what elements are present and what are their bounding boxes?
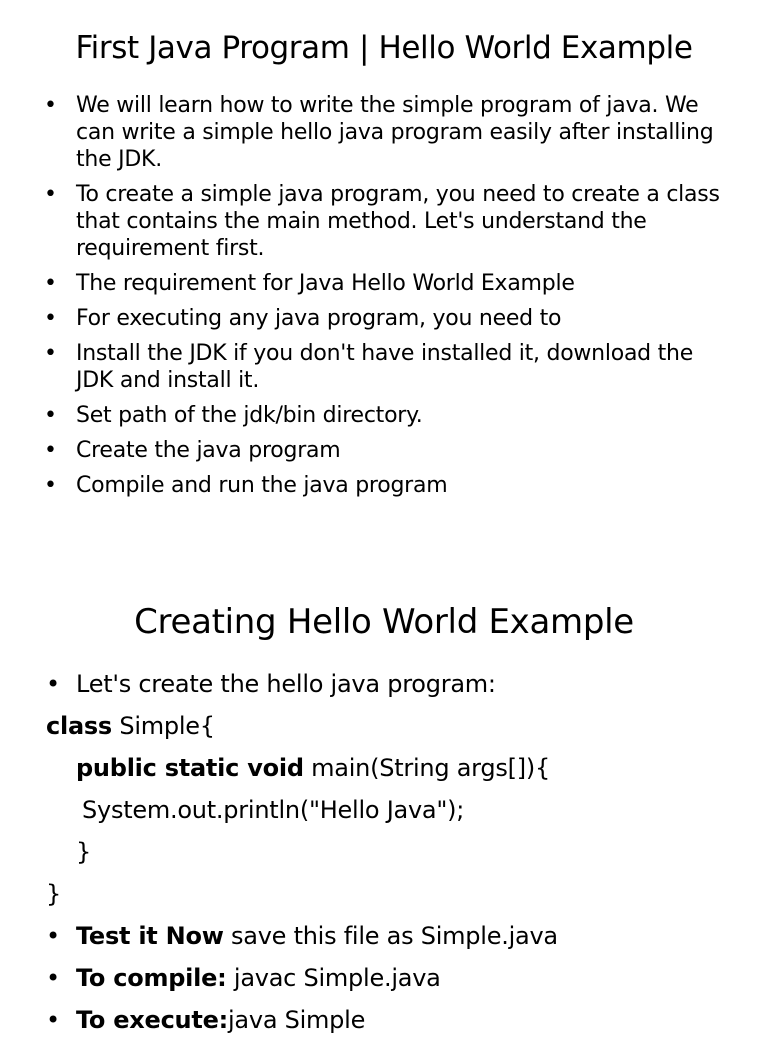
slide-creating-hello-world	[0, 560, 768, 1034]
keyword-public-static-void: public static void	[76, 754, 304, 782]
bullet-icon: •	[44, 306, 57, 331]
bullet-text: For executing any java program, you need to	[76, 306, 562, 331]
code-text: main(String args[]){	[303, 754, 550, 782]
code-line-close-method	[46, 831, 746, 873]
bullet-icon: •	[44, 182, 57, 207]
step-bullet-execute	[46, 999, 746, 1041]
bullet-icon: •	[46, 1006, 60, 1034]
step-bullet-compile	[46, 957, 746, 999]
step-text: save this file as Simple.java	[223, 922, 558, 950]
bullet-text: Create the java program	[76, 438, 341, 463]
code-text: Simple{	[111, 712, 215, 740]
bullet-list	[44, 92, 734, 507]
step-label: To execute:	[76, 1006, 228, 1034]
step-label: Test it Now	[76, 922, 224, 950]
code-text: }	[76, 838, 92, 866]
slide-title: First Java Program | Hello World Example	[75, 30, 693, 66]
bullet-text: Compile and run the java program	[76, 473, 448, 498]
slide-title: Creating Hello World Example	[134, 602, 634, 642]
bullet-item	[44, 402, 734, 429]
bullet-item	[44, 270, 734, 297]
bullet-icon: •	[44, 93, 57, 118]
intro-text: Let's create the hello java program:	[76, 670, 496, 698]
step-text: javac Simple.java	[226, 964, 441, 992]
bullet-item	[44, 437, 734, 464]
bullet-text: To create a simple java program, you need to create a class that contains the main method. Let's understand the requirement first.	[76, 182, 720, 261]
code-text: }	[46, 880, 62, 908]
code-line-close-class	[46, 873, 746, 915]
bullet-text: The requirement for Java Hello World Example	[76, 271, 575, 296]
bullet-icon: •	[44, 438, 57, 463]
code-text: System.out.println("Hello Java");	[82, 796, 465, 824]
code-line-println	[46, 789, 746, 831]
bullet-item	[44, 305, 734, 332]
step-bullet-test	[46, 915, 746, 957]
bullet-item	[44, 181, 734, 262]
code-line-class	[46, 705, 746, 747]
code-line-main	[46, 747, 746, 789]
bullet-item	[44, 340, 734, 394]
bullet-icon: •	[46, 964, 60, 992]
bullet-icon: •	[44, 271, 57, 296]
step-label: To compile:	[76, 964, 227, 992]
bullet-icon: •	[46, 922, 60, 950]
bullet-text: Install the JDK if you don't have installed it, download the JDK and install it.	[76, 341, 693, 393]
bullet-item	[44, 472, 734, 499]
bullet-icon: •	[44, 403, 57, 428]
bullet-icon: •	[44, 473, 57, 498]
bullet-text: Set path of the jdk/bin directory.	[76, 403, 423, 428]
bullet-icon: •	[46, 670, 60, 698]
code-example	[46, 663, 746, 1041]
bullet-text: We will learn how to write the simple program of java. We can write a simple hello java program easily after installing the JDK.	[76, 93, 714, 172]
bullet-item	[44, 92, 734, 173]
intro-bullet	[46, 663, 746, 705]
keyword-class: class	[46, 712, 112, 740]
bullet-icon: •	[44, 341, 57, 366]
step-text: java Simple	[227, 1006, 366, 1034]
